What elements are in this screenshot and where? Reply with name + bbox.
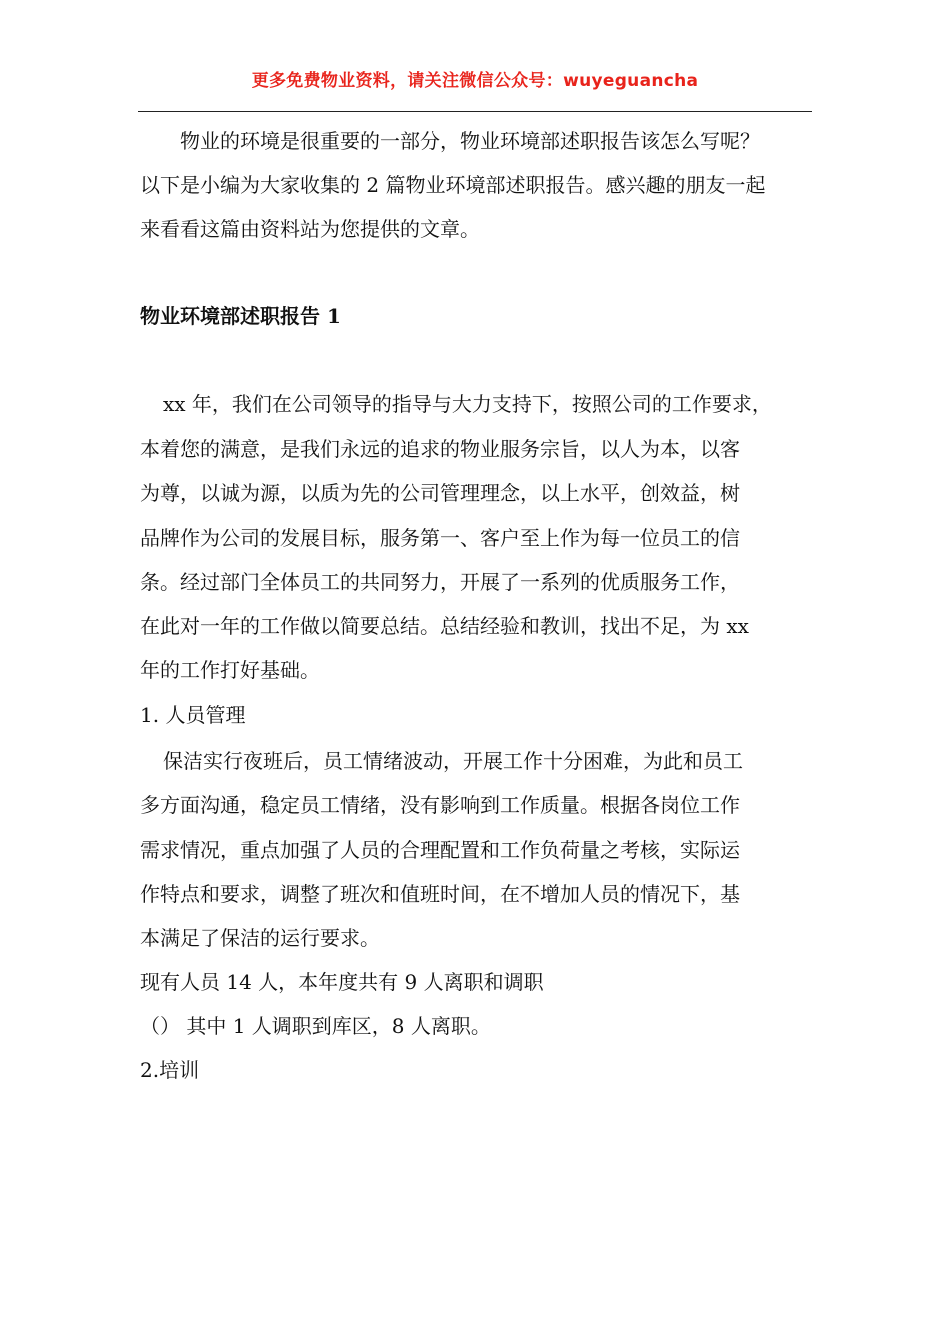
section1-line-2: 多方面沟通，稳定员工情绪，没有影响到工作质量。根据各岗位工作: [140, 793, 740, 817]
promo-header: 更多免费物业资料，请关注微信公众号：wuyeguancha: [251, 71, 699, 91]
section2-heading: 2.培训: [140, 1058, 200, 1082]
section1-line-1: 保洁实行夜班后，员工情绪波动，开展工作十分困难，为此和员工: [163, 749, 743, 773]
opening-line-6: 在此对一年的工作做以简要总结。总结经验和教训，找出不足，为 xx: [140, 614, 749, 638]
header-divider: [138, 111, 812, 112]
opening-line-7: 年的工作打好基础。: [140, 658, 320, 682]
intro-line-3: 来看看这篇由资料站为您提供的文章。: [140, 217, 480, 241]
staff-count-line: 现有人员 14 人，本年度共有 9 人离职和调职: [140, 970, 544, 994]
intro-line-1: 物业的环境是很重要的一部分，物业环境部述职报告该怎么写呢？: [180, 129, 760, 153]
intro-line-2: 以下是小编为大家收集的 2 篇物业环境部述职报告。感兴趣的朋友一起: [140, 173, 766, 197]
opening-line-3: 为尊，以诚为源，以质为先的公司管理理念，以上水平，创效益，树: [140, 481, 740, 505]
opening-line-4: 品牌作为公司的发展目标，服务第一、客户至上作为每一位员工的信: [140, 526, 740, 550]
section1-heading: 1. 人员管理: [140, 703, 246, 727]
section1-line-5: 本满足了保洁的运行要求。: [140, 926, 380, 950]
section1-line-4: 作特点和要求，调整了班次和值班时间，在不增加人员的情况下，基: [140, 882, 740, 906]
staff-detail-line: （） 其中 1 人调职到库区，8 人离职。: [140, 1014, 491, 1038]
report-title: 物业环境部述职报告 1: [140, 304, 341, 328]
opening-line-5: 条。经过部门全体员工的共同努力，开展了一系列的优质服务工作，: [140, 570, 740, 594]
opening-line-1: xx 年，我们在公司领导的指导与大力支持下，按照公司的工作要求，: [163, 392, 772, 416]
section1-line-3: 需求情况，重点加强了人员的合理配置和工作负荷量之考核，实际运: [140, 838, 740, 862]
opening-line-2: 本着您的满意，是我们永远的追求的物业服务宗旨，以人为本，以客: [140, 437, 740, 461]
